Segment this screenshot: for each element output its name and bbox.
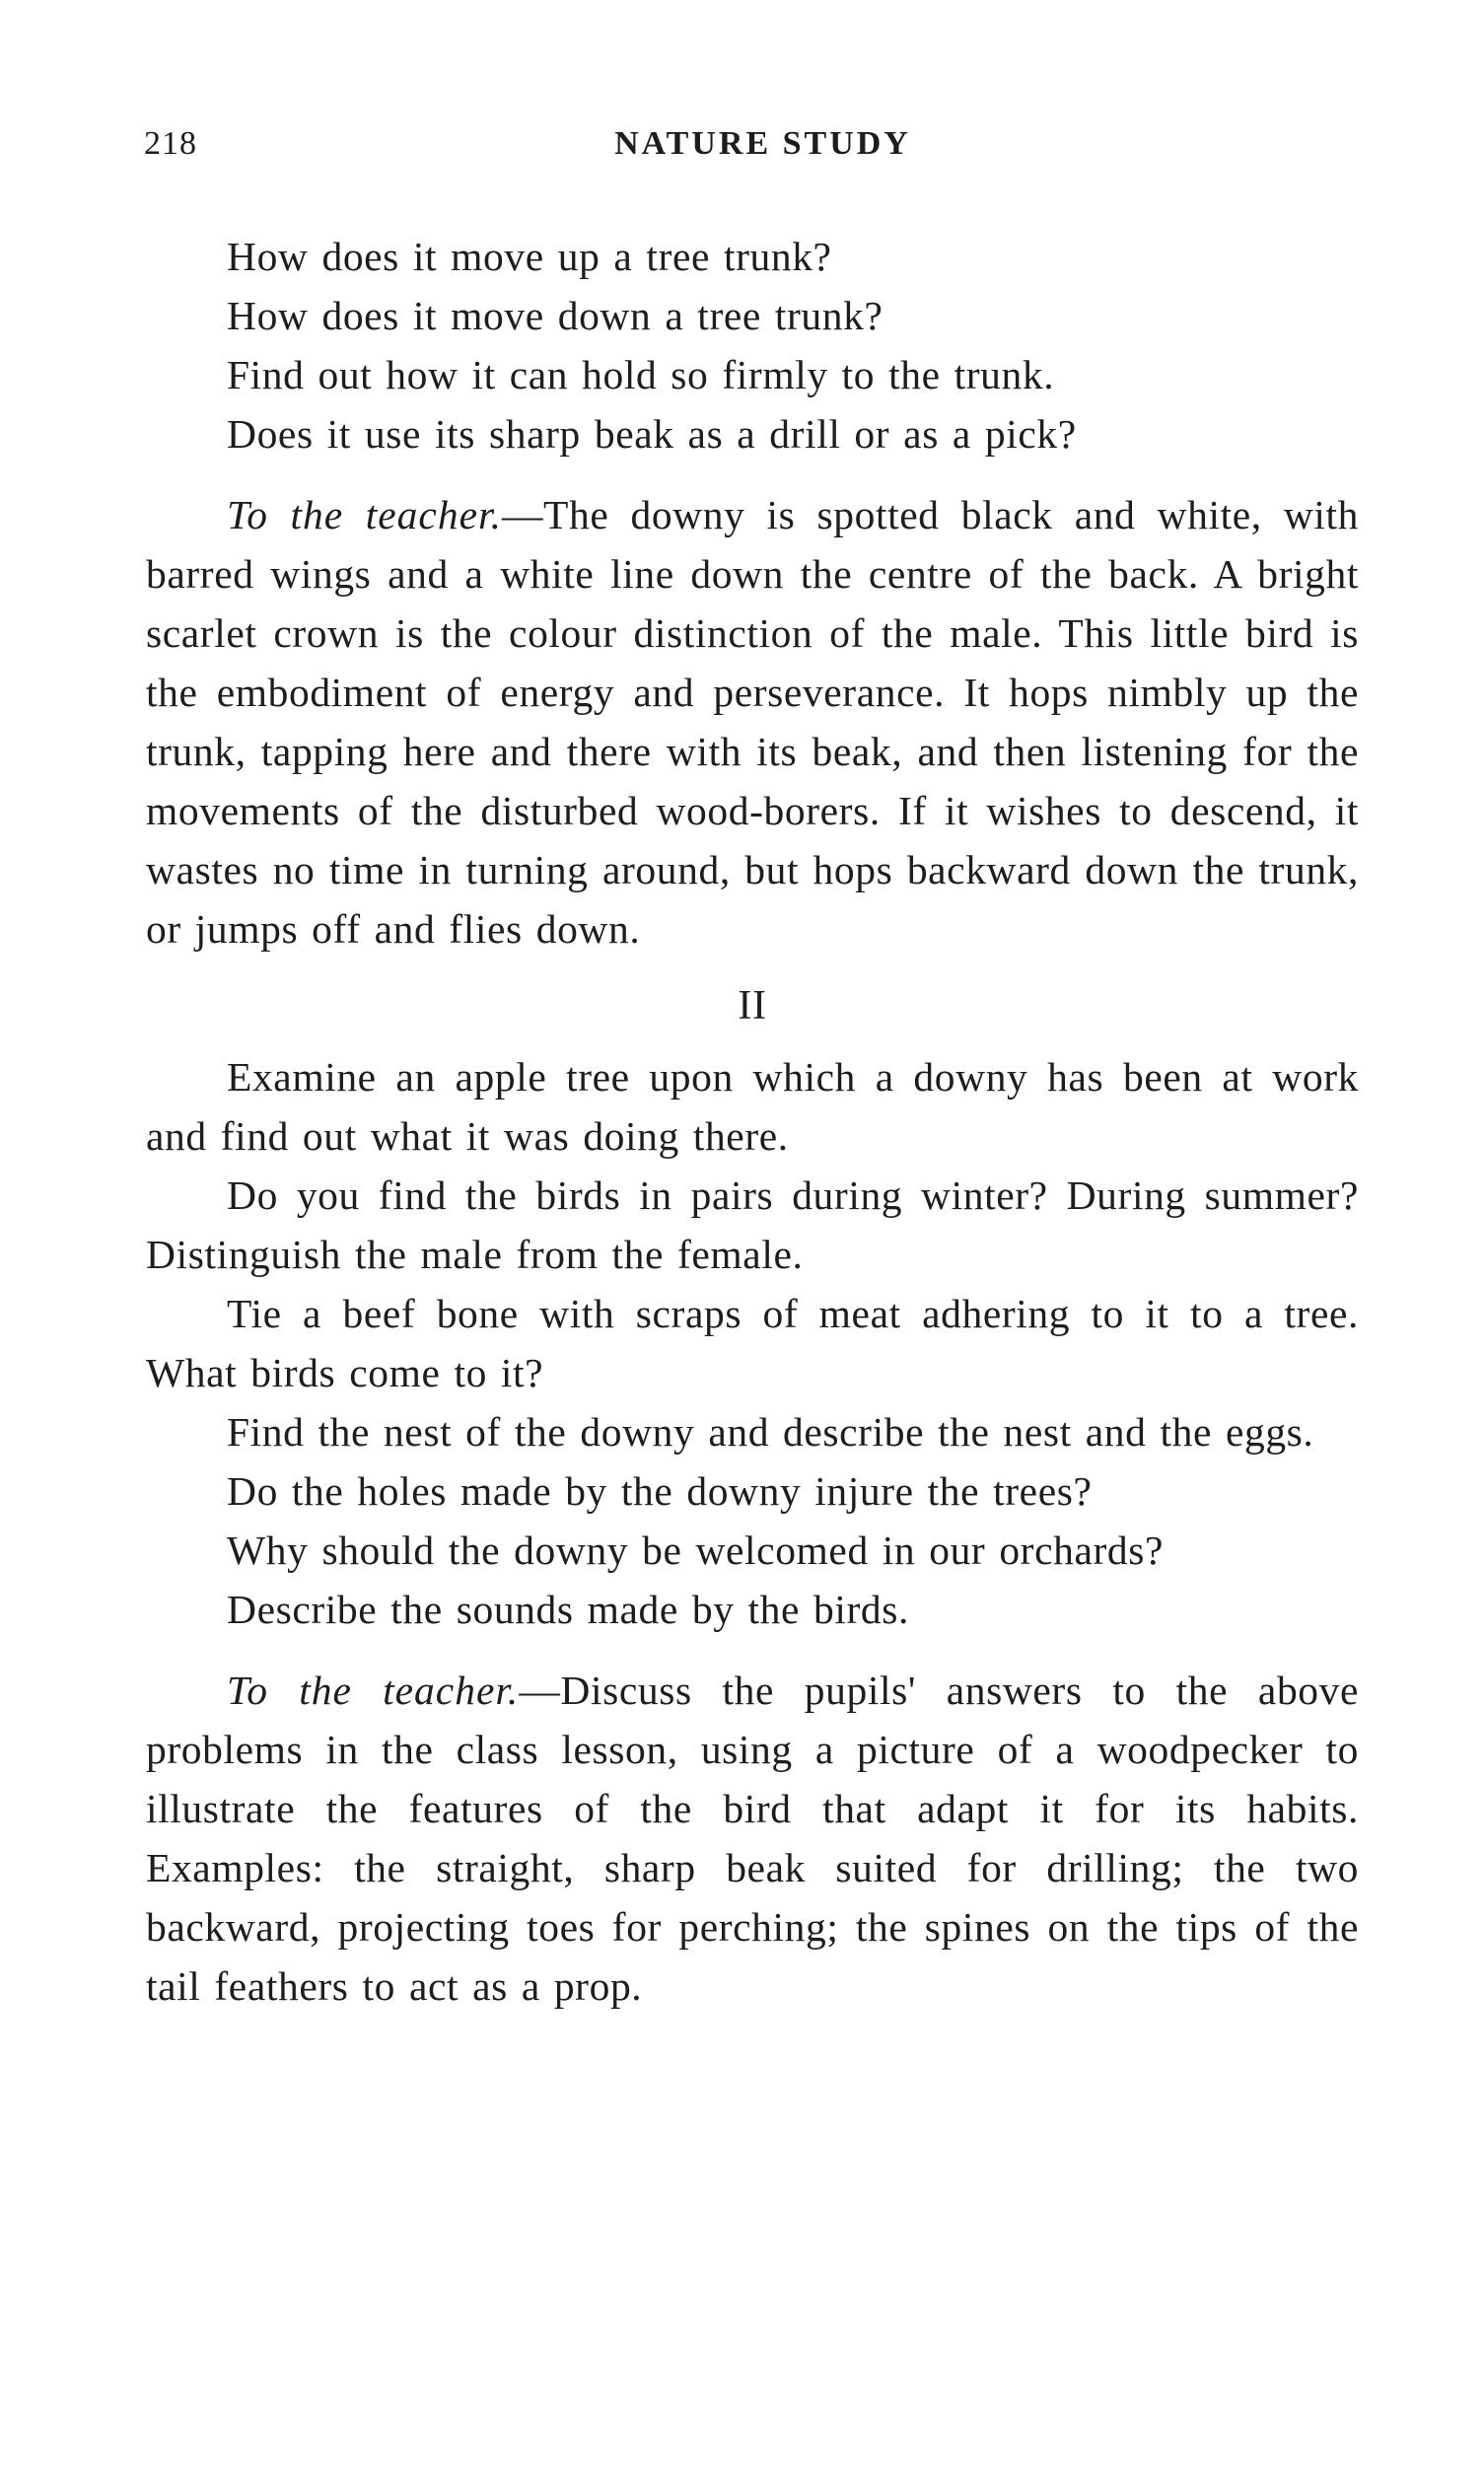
question-line: How does it move up a tree trunk? <box>227 234 832 279</box>
question-line: Does it use its sharp beak as a drill or as a pick? <box>227 411 1077 457</box>
teacher-note-1 <box>146 485 1359 959</box>
question-paragraph: Find the nest of the downy and describe the nest and the eggs. <box>227 1409 1314 1455</box>
question-paragraph: Examine an apple tree upon which a downy has been at work and find out what it was doing there. <box>146 1054 1359 1159</box>
teacher-note-label: To the teacher. <box>227 1668 520 1713</box>
paragraph-gap <box>146 463 1359 485</box>
teacher-note-2 <box>146 1661 1359 2016</box>
question-line: Describe the sounds made by the birds. <box>227 1587 909 1632</box>
teacher-note-text: —The downy is spotted black and white, with barred wings and a white line down the centre of the back. A bright scarlet crown is the colour distinction of the male. This little bird is the embodiment of energy and perseverance. It hops nimbly up the trunk, tapping here and there with its beak, and then listening for the movements of the disturbed wood-borers. If it wishes to descend, it wastes no time in turning around, but hops backward down the trunk, or jumps off and flies down. <box>146 492 1359 952</box>
running-title: NATURE STUDY <box>614 125 911 162</box>
question-line: Why should the downy be welcomed in our orchards? <box>227 1528 1165 1573</box>
question-line: Do the holes made by the downy injure the trees? <box>227 1468 1093 1514</box>
question-paragraph: Do you find the birds in pairs during winter? During summer? Distinguish the male from the female. <box>146 1173 1359 1277</box>
question-line: Find out how it can hold so firmly to the trunk. <box>227 352 1055 397</box>
teacher-note-label: To the teacher. <box>227 492 502 537</box>
page-body <box>146 227 1359 2016</box>
teacher-note-text: —Discuss the pupils' answers to the above problems in the class lesson, using a picture of a woodpecker to illustrate the features of the bird that adapt it for its habits. Examples: the straight, sharp beak suited for drilling; the two backward, projecting toes for perching; the spines on the tips of the tail feathers to act as a prop. <box>146 1668 1360 2009</box>
paragraph-gap <box>146 1639 1359 1661</box>
section-heading: II <box>738 983 767 1029</box>
page-header <box>144 125 1362 169</box>
page-number: 218 <box>144 125 197 162</box>
question-paragraph: Tie a beef bone with scraps of meat adhering to it to a tree. What birds come to it? <box>146 1291 1359 1395</box>
question-line: How does it move down a tree trunk? <box>227 293 883 338</box>
